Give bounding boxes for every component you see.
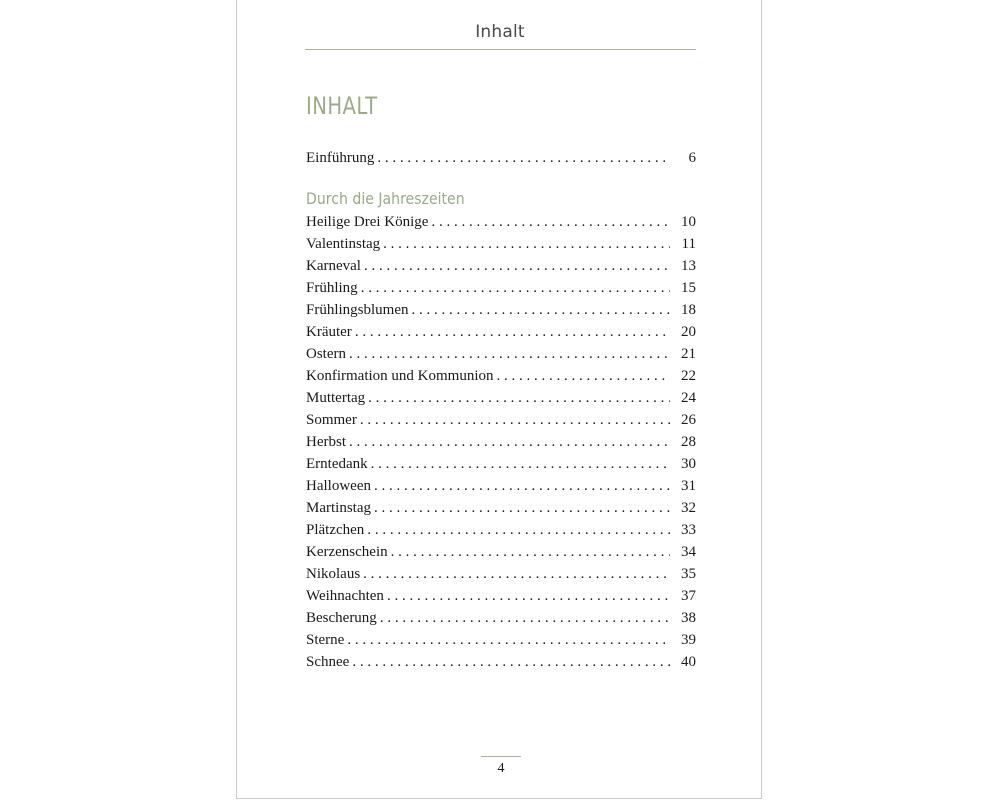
toc-entry[interactable] [306, 233, 696, 255]
toc-entry[interactable] [306, 277, 696, 299]
toc-entry-label: Schnee [306, 654, 350, 670]
toc-entry-label: Karneval [306, 258, 361, 274]
dot-leader [346, 431, 670, 453]
toc-entry-page: 39 [681, 632, 696, 648]
dot-leader [494, 365, 671, 387]
toc-entry-page: 34 [681, 544, 696, 560]
dot-leader [357, 409, 670, 431]
dot-leader [377, 607, 670, 629]
toc-entry-page: 32 [681, 500, 696, 516]
dot-leader [360, 563, 670, 585]
toc-entry[interactable] [306, 497, 696, 519]
toc-entry-page: 24 [681, 390, 696, 406]
toc-entry-label: Martinstag [306, 500, 371, 516]
dot-leader [349, 651, 670, 673]
toc-entry-page: 28 [681, 434, 696, 450]
toc-entry-page: 6 [688, 150, 696, 166]
dot-leader [352, 321, 670, 343]
dot-leader [380, 233, 670, 255]
dot-leader [365, 387, 670, 409]
dot-leader [361, 255, 670, 277]
toc-entry-page: 40 [681, 654, 696, 670]
toc-entry-page: 38 [681, 610, 696, 626]
toc-entry-page: 15 [681, 280, 696, 296]
toc-entry[interactable] [306, 607, 696, 629]
toc-entry[interactable] [306, 475, 696, 497]
table-of-contents [306, 147, 696, 673]
toc-entry-label: Nikolaus [306, 566, 361, 582]
toc-entry-label: Muttertag [306, 390, 366, 406]
dot-leader [428, 211, 670, 233]
toc-entry-label: Konfirmation und Kommunion [306, 368, 494, 384]
toc-entry[interactable] [306, 585, 696, 607]
toc-entry[interactable] [306, 255, 696, 277]
toc-entry-page: 37 [681, 588, 696, 604]
toc-entry-page: 11 [681, 236, 696, 252]
dot-leader [371, 475, 670, 497]
toc-entry-page: 33 [681, 522, 696, 538]
toc-entry[interactable] [306, 211, 696, 233]
toc-entry-page: 35 [681, 566, 696, 582]
toc-entry-intro[interactable] [306, 147, 696, 169]
footer-rule [481, 756, 521, 757]
toc-entry-label: Einführung [306, 150, 375, 166]
toc-title: INHALT [306, 92, 378, 120]
toc-entry[interactable] [306, 409, 696, 431]
section-heading: Durch die Jahreszeiten [306, 189, 465, 208]
dot-leader [364, 519, 670, 541]
toc-entry-label: Herbst [306, 434, 346, 450]
dot-leader [384, 585, 670, 607]
toc-entry[interactable] [306, 299, 696, 321]
toc-entry[interactable] [306, 629, 696, 651]
toc-entry[interactable] [306, 431, 696, 453]
toc-entry[interactable] [306, 651, 696, 673]
toc-entry-label: Plätzchen [306, 522, 365, 538]
page-number: 4 [497, 761, 505, 776]
toc-entry-page: 31 [681, 478, 696, 494]
toc-entry-page: 22 [681, 368, 696, 384]
dot-leader [358, 277, 670, 299]
toc-entry-page: 13 [681, 258, 696, 274]
dot-leader [374, 147, 670, 169]
dot-leader [344, 629, 670, 651]
dot-leader [371, 497, 670, 519]
toc-entry[interactable] [306, 453, 696, 475]
toc-entry-page: 10 [681, 214, 696, 230]
section-entries [306, 211, 696, 673]
toc-entry-label: Heilige Drei Könige [306, 214, 429, 230]
toc-entry-page: 26 [681, 412, 696, 428]
toc-entry-label: Weihnachten [306, 588, 384, 604]
toc-entry[interactable] [306, 387, 696, 409]
toc-entry-label: Sommer [306, 412, 357, 428]
dot-leader [368, 453, 670, 475]
toc-entry-page: 30 [681, 456, 696, 472]
toc-entry[interactable] [306, 365, 696, 387]
dot-leader [346, 343, 670, 365]
header-rule [305, 49, 696, 50]
toc-entry[interactable] [306, 519, 696, 541]
toc-entry-label: Kräuter [306, 324, 352, 340]
book-page [236, 0, 762, 799]
toc-entry-page: 18 [681, 302, 696, 318]
toc-entry-label: Frühling [306, 280, 358, 296]
toc-entry-label: Erntedank [306, 456, 368, 472]
toc-entry-label: Bescherung [306, 610, 377, 626]
dot-leader [388, 541, 670, 563]
running-head: Inhalt [475, 22, 525, 42]
toc-entry[interactable] [306, 563, 696, 585]
toc-entry[interactable] [306, 321, 696, 343]
toc-entry[interactable] [306, 343, 696, 365]
toc-entry-label: Halloween [306, 478, 371, 494]
toc-entry[interactable] [306, 541, 696, 563]
dot-leader [409, 299, 670, 321]
toc-entry-page: 20 [681, 324, 696, 340]
toc-entry-label: Ostern [306, 346, 346, 362]
toc-entry-page: 21 [681, 346, 696, 362]
toc-entry-label: Kerzenschein [306, 544, 388, 560]
toc-entry-label: Frühlingsblumen [306, 302, 409, 318]
toc-entry-label: Valentinstag [306, 236, 381, 252]
toc-entry-label: Sterne [306, 632, 345, 648]
